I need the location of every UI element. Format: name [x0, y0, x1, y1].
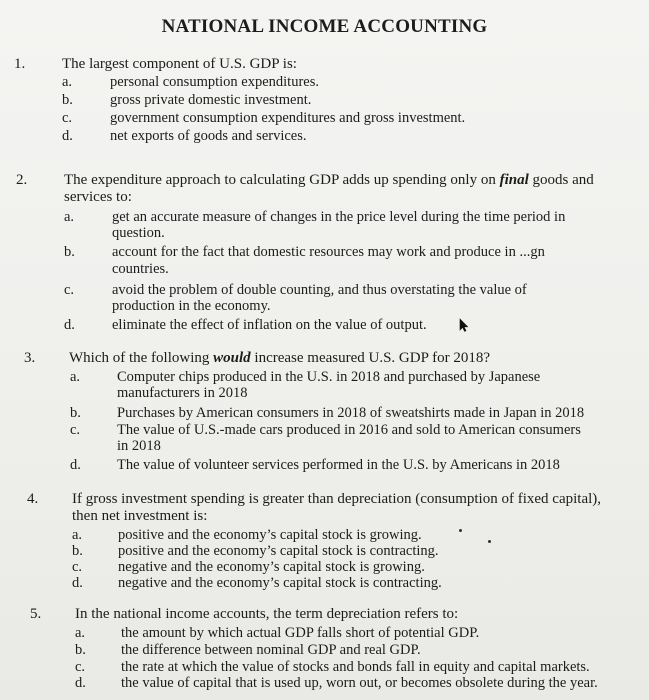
- question-3-option-c-letter: c.: [70, 422, 81, 438]
- question-5-option-d: the value of capital that is used up, worn out, or becomes obsolete during the year.: [121, 675, 598, 691]
- question-3-option-c: The value of U.S.-made cars produced in 2016 and sold to American consumers: [117, 422, 581, 438]
- question-1-option-d-letter: d.: [62, 128, 73, 144]
- question-5-option-a: the amount by which actual GDP falls short of potential GDP.: [121, 625, 480, 641]
- question-2-option-c-letter: c.: [64, 282, 75, 298]
- question-1-option-a-letter: a.: [62, 74, 73, 90]
- mouse-pointer-icon: [459, 318, 469, 332]
- question-1-option-a: personal consumption expenditures.: [110, 74, 319, 90]
- question-3-option-a: Computer chips produced in the U.S. in 2018 and purchased by Japanese: [117, 369, 541, 385]
- question-2-option-d: eliminate the effect of inflation on the value of output.: [112, 317, 427, 333]
- question-4-stem: If gross investment spending is greater than depreciation (consumption of fixed capital),: [72, 491, 602, 507]
- emphasis-would: would: [213, 350, 251, 366]
- question-2-option-c: avoid the problem of double counting, and thus overstating the value of: [112, 282, 527, 298]
- question-3-option-b: Purchases by American consumers in 2018 of sweatshirts made in Japan in 2018: [117, 405, 585, 421]
- question-2-stem: The expenditure approach to calculating GDP adds up spending only on final goods and: [64, 172, 594, 188]
- question-3-option-b-letter: b.: [70, 405, 81, 421]
- question-5-option-c: the rate at which the value of stocks and bonds fall in equity and capital markets.: [121, 659, 590, 675]
- question-2-option-b-letter: b.: [64, 244, 75, 260]
- question-5-number: 5.: [30, 606, 42, 622]
- question-1-number: 1.: [14, 56, 26, 72]
- question-2-option-a-letter: a.: [64, 209, 75, 225]
- question-4-option-b: positive and the economy’s capital stock is contracting.: [118, 543, 439, 559]
- speck-mark: [459, 529, 462, 532]
- question-5-option-d-letter: d.: [75, 675, 86, 691]
- question-2-option-c-line2: production in the economy.: [112, 298, 271, 314]
- question-4-option-a: positive and the economy’s capital stock is growing.: [118, 527, 422, 543]
- question-3-option-d: The value of volunteer services performed in the U.S. by Americans in 2018: [117, 457, 560, 473]
- question-1-stem: The largest component of U.S. GDP is:: [62, 56, 297, 72]
- page-title: NATIONAL INCOME ACCOUNTING: [161, 16, 488, 37]
- question-4-option-d: negative and the economy’s capital stock is contracting.: [118, 575, 442, 591]
- speck-mark: [488, 540, 491, 543]
- question-4-option-c-letter: c.: [72, 559, 83, 575]
- question-2-stem-line2: services to:: [64, 189, 132, 205]
- question-5-option-b-letter: b.: [75, 642, 86, 658]
- question-2-option-b: account for the fact that domestic resources may work and produce in ...gn: [112, 244, 545, 260]
- question-2-option-a-line2: question.: [112, 225, 165, 241]
- question-4-option-d-letter: d.: [72, 575, 83, 591]
- question-2-number: 2.: [16, 172, 28, 188]
- question-4-stem-line2: then net investment is:: [72, 508, 208, 524]
- question-3-option-a-line2: manufacturers in 2018: [117, 385, 248, 401]
- question-1-option-c: government consumption expenditures and gross investment.: [110, 110, 466, 126]
- question-1-option-c-letter: c.: [62, 110, 73, 126]
- question-4-number: 4.: [27, 491, 39, 507]
- question-1-option-d: net exports of goods and services.: [110, 128, 307, 144]
- question-2-option-d-letter: d.: [64, 317, 75, 333]
- question-2-option-a: get an accurate measure of changes in the price level during the time period in: [112, 209, 566, 225]
- question-5-option-a-letter: a.: [75, 625, 86, 641]
- question-5-option-b: the difference between nominal GDP and real GDP.: [121, 642, 421, 658]
- question-1-option-b: gross private domestic investment.: [110, 92, 312, 108]
- question-1-option-b-letter: b.: [62, 92, 73, 108]
- question-3-number: 3.: [24, 350, 36, 366]
- question-4-option-a-letter: a.: [72, 527, 83, 543]
- question-3-stem: Which of the following would increase measured U.S. GDP for 2018?: [69, 350, 491, 366]
- question-3-option-d-letter: d.: [70, 457, 81, 473]
- question-3-option-a-letter: a.: [70, 369, 81, 385]
- question-5-option-c-letter: c.: [75, 659, 86, 675]
- emphasis-final: final: [499, 172, 529, 188]
- question-5-stem: In the national income accounts, the term depreciation refers to:: [75, 606, 459, 622]
- question-3-option-c-line2: in 2018: [117, 438, 161, 454]
- question-4-option-c: negative and the economy’s capital stock is growing.: [118, 559, 425, 575]
- question-2-option-b-line2: countries.: [112, 261, 169, 277]
- question-4-option-b-letter: b.: [72, 543, 83, 559]
